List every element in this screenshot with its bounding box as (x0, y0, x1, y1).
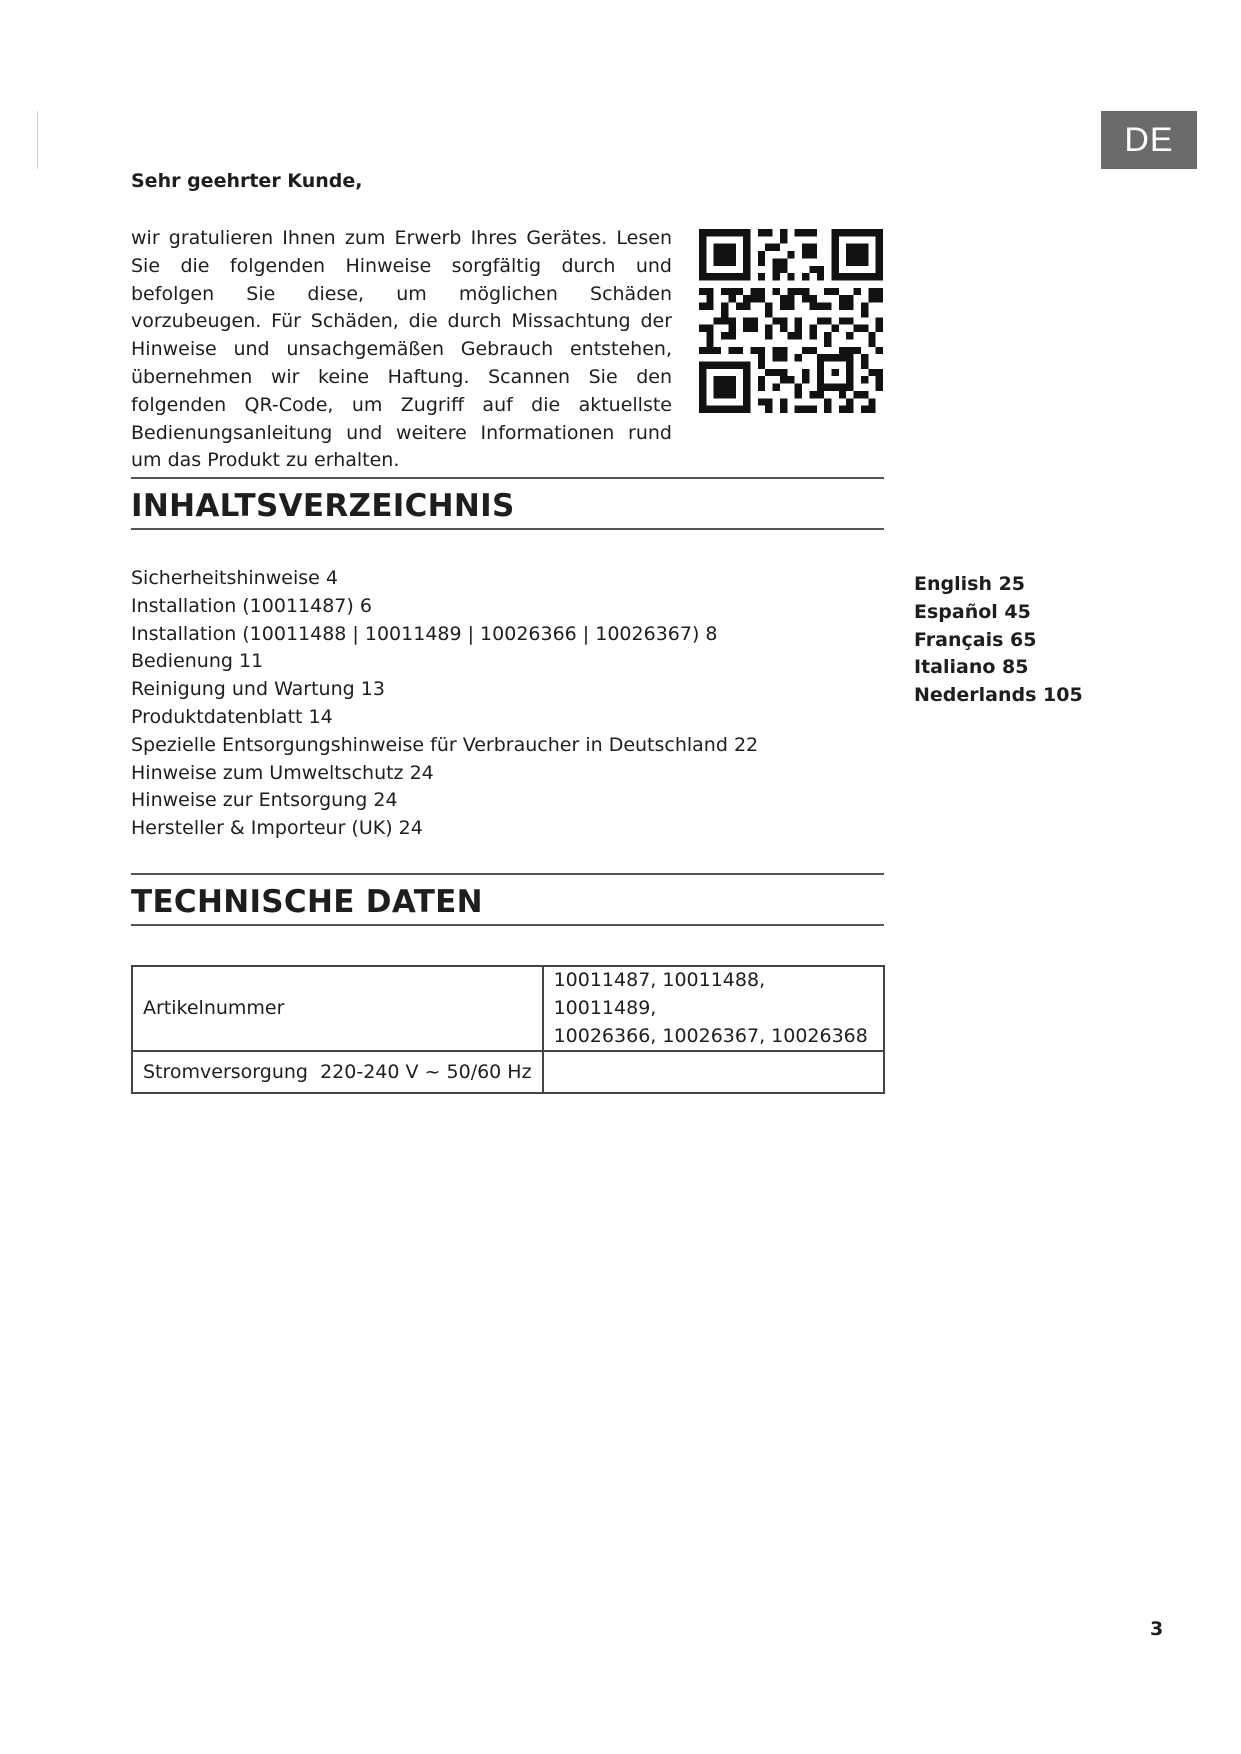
spec-value (543, 1051, 884, 1093)
spec-value-line: 10026366, 10026367, 10026368 (553, 1024, 868, 1047)
toc-item[interactable]: Sicherheitshinweise 4 (131, 567, 338, 589)
qr-finder-top-left (699, 229, 751, 281)
spec-value (543, 966, 884, 1051)
tech-rule-bottom (131, 924, 884, 926)
qr-code[interactable] (699, 229, 883, 413)
table-row (132, 966, 884, 1051)
spec-label: Artikelnummer (132, 966, 543, 1051)
table-of-contents (131, 565, 758, 843)
toc-item[interactable]: Hersteller & Importeur (UK) 24 (131, 817, 423, 840)
toc-item[interactable]: Installation (10011488 | 10011489 | 10026366 | 10026367) 8 (131, 622, 718, 645)
toc-rule-bottom (131, 528, 884, 530)
spec-label-text: Stromversorgung (143, 1061, 308, 1084)
language-badge: DE (1101, 111, 1197, 169)
qr-finder-top-right (831, 229, 883, 281)
toc-item[interactable]: Spezielle Entsorgungshinweise für Verbraucher in Deutschland 22 (131, 733, 759, 756)
tech-title: TECHNISCHE DATEN (131, 884, 483, 920)
toc-item[interactable]: Hinweise zur Entsorgung 24 (131, 789, 398, 812)
table-row (132, 1051, 884, 1093)
language-link-dutch[interactable]: Nederlands 105 (914, 684, 1083, 707)
language-link-english[interactable]: English 25 (914, 573, 1026, 595)
tech-rule-top (131, 873, 884, 875)
spec-value-line: 10011487, 10011488, 10011489, (553, 969, 766, 1019)
margin-mark (37, 111, 38, 169)
intro-paragraph: wir gratulieren Ihnen zum Erwerb Ihres Gerätes. Lesen Sie die folgenden Hinweise sorgfältig durch und befolgen Sie diese, um möglichen Schäden vorzubeugen. Für Schäden, die durch Missachtung der Hinweise und unsachgemäßen Gebrauch entstehen, übernehmen wir keine Haftung. Scannen Sie den folgenden QR-Code, um Zugriff auf die aktuellste Bedienungsanleitung und weitere Informationen rund um das Produkt zu erhalten. (131, 227, 672, 472)
toc-title: INHALTSVERZEICHNIS (131, 488, 515, 524)
language-link-spanish[interactable]: Español 45 (914, 600, 1031, 623)
page-number: 3 (1150, 1618, 1164, 1640)
toc-item[interactable]: Produktdatenblatt 14 (131, 705, 333, 728)
spec-table (131, 965, 885, 1094)
language-index (914, 571, 1083, 710)
qr-finder-bottom-left (699, 361, 751, 413)
toc-rule-top (131, 477, 884, 479)
toc-item[interactable]: Bedienung 11 (131, 650, 264, 673)
spec-label-detail: 220-240 V ~ 50/60 Hz (320, 1061, 532, 1084)
toc-item[interactable]: Hinweise zum Umweltschutz 24 (131, 761, 434, 784)
toc-item[interactable]: Reinigung und Wartung 13 (131, 678, 385, 701)
spec-label (132, 1051, 543, 1093)
language-link-french[interactable]: Français 65 (914, 628, 1037, 651)
language-link-italian[interactable]: Italiano 85 (914, 656, 1029, 679)
greeting: Sehr geehrter Kunde, (131, 170, 363, 192)
toc-item[interactable]: Installation (10011487) 6 (131, 594, 372, 617)
